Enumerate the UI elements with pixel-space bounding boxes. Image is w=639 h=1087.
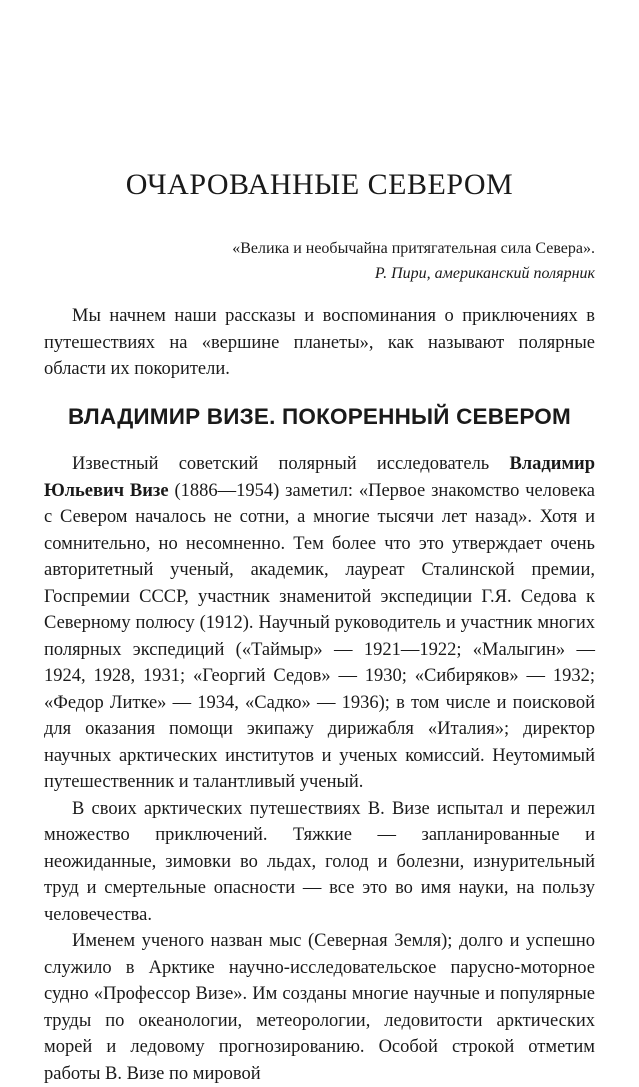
epigraph-author: Р. Пири, американский полярник — [374, 265, 595, 282]
intro-paragraph: Мы начнем наши рассказы и воспоминания о приключениях в путешествиях на «вершине планеты», как называют полярные области их покорители. — [44, 306, 595, 379]
paragraph-2: В своих арктических путешествиях В. Визе испытал и пережил множество приключений. Тяжкие — запланированные и неожиданные, зимовки во льдах, голод и болезни, изнурительный труд и смертельные опасности — все это во имя науки, на пользу человечества. — [44, 798, 595, 925]
paragraph-1 — [44, 451, 595, 796]
chapter-title: ОЧАРОВАННЫЕ СЕВЕРОМ — [125, 168, 514, 201]
paragraph-3: Именем ученого назван мыс (Северная Земля); долго и успешно служило в Арктике научно-исследовательское парусно-моторное судно «Профессор Визе». Им созданы многие научные и популярные труды по океанологии, метеорологии, ледовитости арктических морей и ледовому прогнозированию. Особой строкой отметим работы В. Визе по мировой — [44, 931, 595, 1084]
person-name: Владимир Юльевич Визе — [44, 454, 595, 501]
intro-text — [44, 303, 595, 383]
body-text — [44, 451, 595, 1087]
epigraph — [75, 236, 595, 286]
epigraph-quote: «Велика и необычайна притягательная сила Севера». — [232, 240, 595, 257]
paragraph-1-rest: (1886—1954) заметил: «Первое знакомство человека с Севером началось не сотни, а многие тысячи лет назад». Хотя и сомнительно, но несомненно. Тем более что это утверждает очень авторитетный ученый, академик, лауреат Сталинской премии, Госпремии СССР, участник знаменитой экспедиции Г.Я. Седова к Северному полюсу (1912). Научный руководитель и участник многих полярных экспедиций («Таймыр» — 1921—1922; «Малыгин» — 1924, 1928, 1931; «Георгий Седов» — 1930; «Сибиряков» — 1932; «Федор Литке» — 1934, «Садко» — 1936); в том числе и поисковой для оказания помощи экипажу дирижабля «Италия»; директор научных арктических институтов и ученых комиссий. Неутомимый путешественник и талантливый ученый. — [44, 480, 595, 792]
paragraph-1-start: Известный советский полярный исследователь — [72, 454, 510, 474]
section-title: ВЛАДИМИР ВИЗЕ. ПОКОРЕННЫЙ СЕВЕРОМ — [68, 404, 571, 429]
